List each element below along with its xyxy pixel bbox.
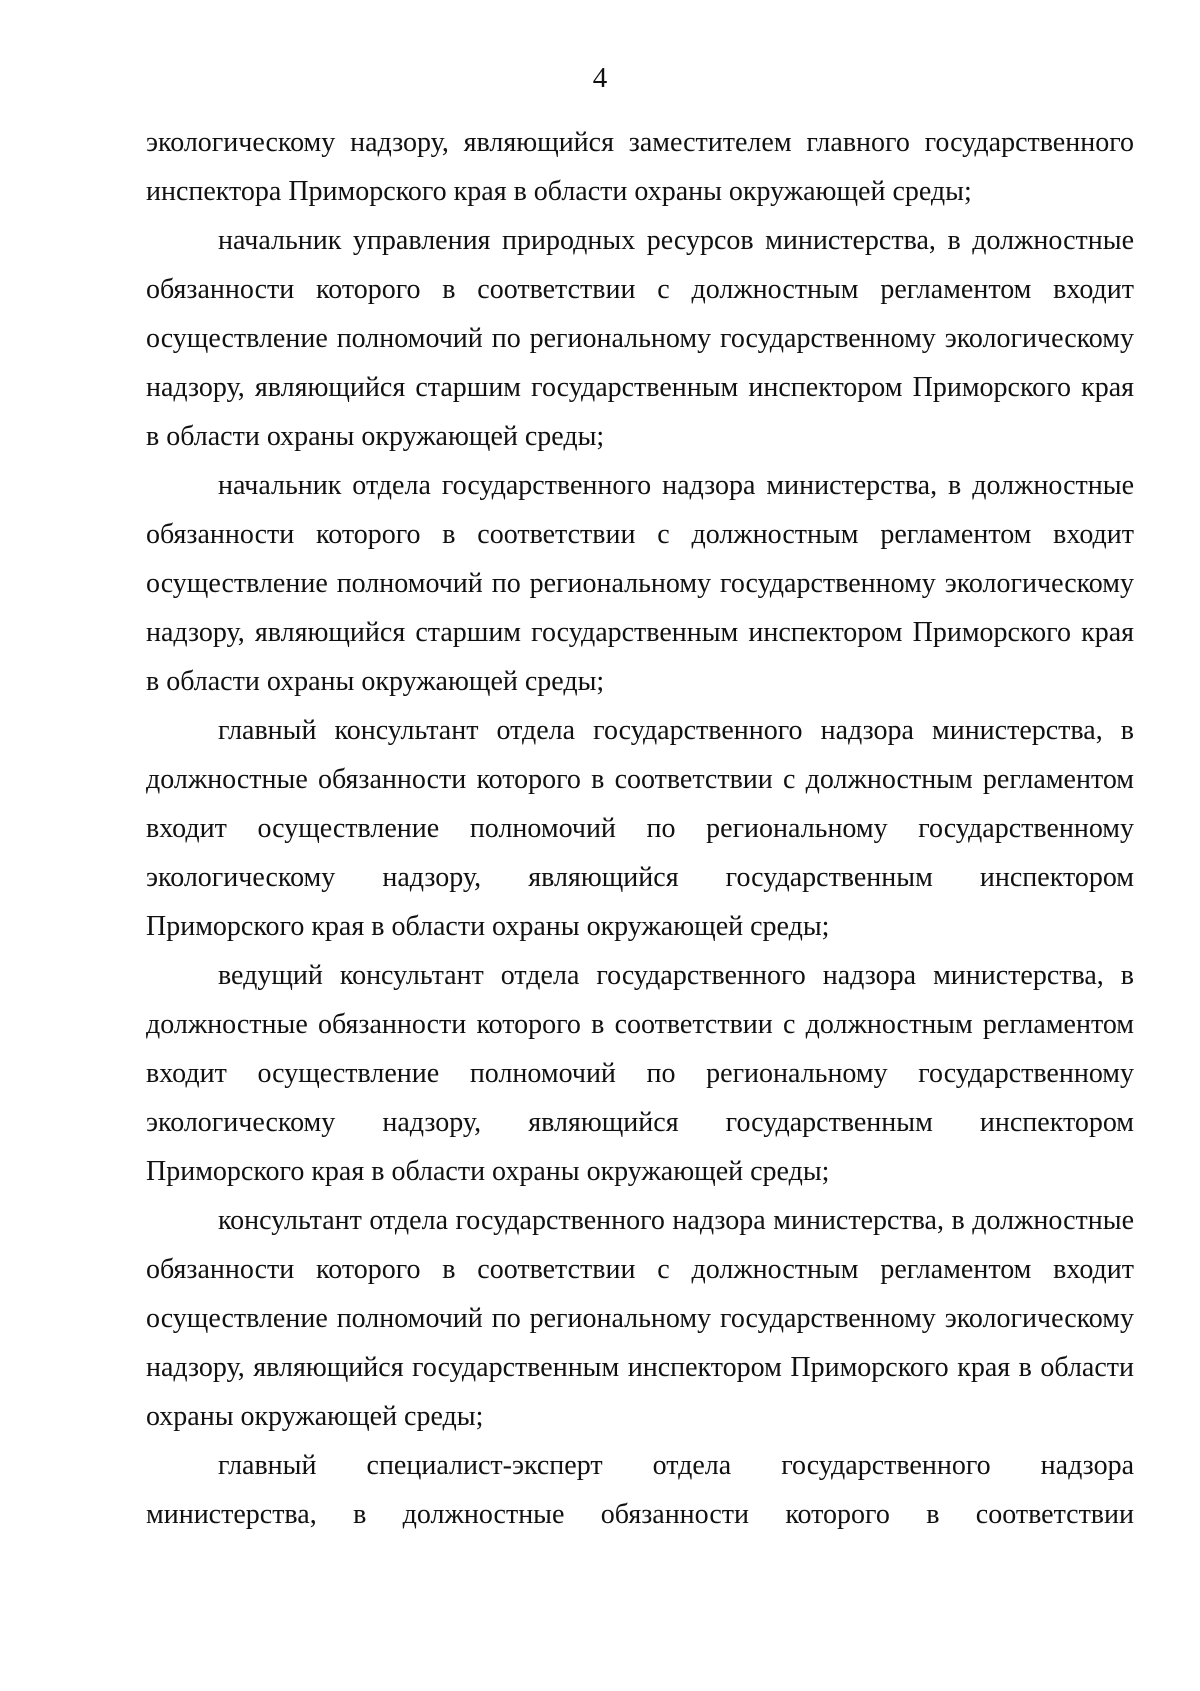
paragraph-leading-consultant: ведущий консультант отдела государственного надзора министерства, в должностные обязанности которого в соответствии с должностным регламентом входит осуществление полномочий по региональному государственному экологическому надзору, являющийся государственным инспектором Приморского края в области охраны окружающей среды; — [146, 960, 1134, 1187]
paragraph-head-of-supervision-department: начальник отдела государственного надзора министерства, в должностные обязанности которого в соответствии с должностным регламентом входит осуществление полномочий по региональному государственному экологическому надзору, являющийся старшим государственным инспектором Приморского края в области охраны окружающей среды; — [146, 470, 1134, 697]
paragraph-chief-consultant: главный консультант отдела государственного надзора министерства, в должностные обязанности которого в соответствии с должностным регламентом входит осуществление полномочий по региональному государственному экологическому надзору, являющийся государственным инспектором Приморского края в области охраны окружающей среды; — [146, 715, 1134, 942]
page-number: 4 — [592, 62, 608, 94]
paragraph-chief-specialist-expert: главный специалист-эксперт отдела государственного надзора министерства, в должностные обязанности которого в соответствии — [146, 1450, 1134, 1530]
paragraph-head-of-natural-resources: начальник управления природных ресурсов министерства, в должностные обязанности которого в соответствии с должностным регламентом входит осуществление полномочий по региональному государственному экологическому надзору, являющийся старшим государственным инспектором Приморского края в области охраны окружающей среды; — [146, 225, 1134, 452]
paragraph-continuation: экологическому надзору, являющийся заместителем главного государственного инспектора Приморского края в области охраны окружающей среды; — [146, 127, 1134, 207]
paragraph-consultant: консультант отдела государственного надзора министерства, в должностные обязанности которого в соответствии с должностным регламентом входит осуществление полномочий по региональному государственному экологическому надзору, являющийся государственным инспектором Приморского края в области охраны окружающей среды; — [146, 1205, 1134, 1432]
document-body — [146, 118, 1134, 1539]
